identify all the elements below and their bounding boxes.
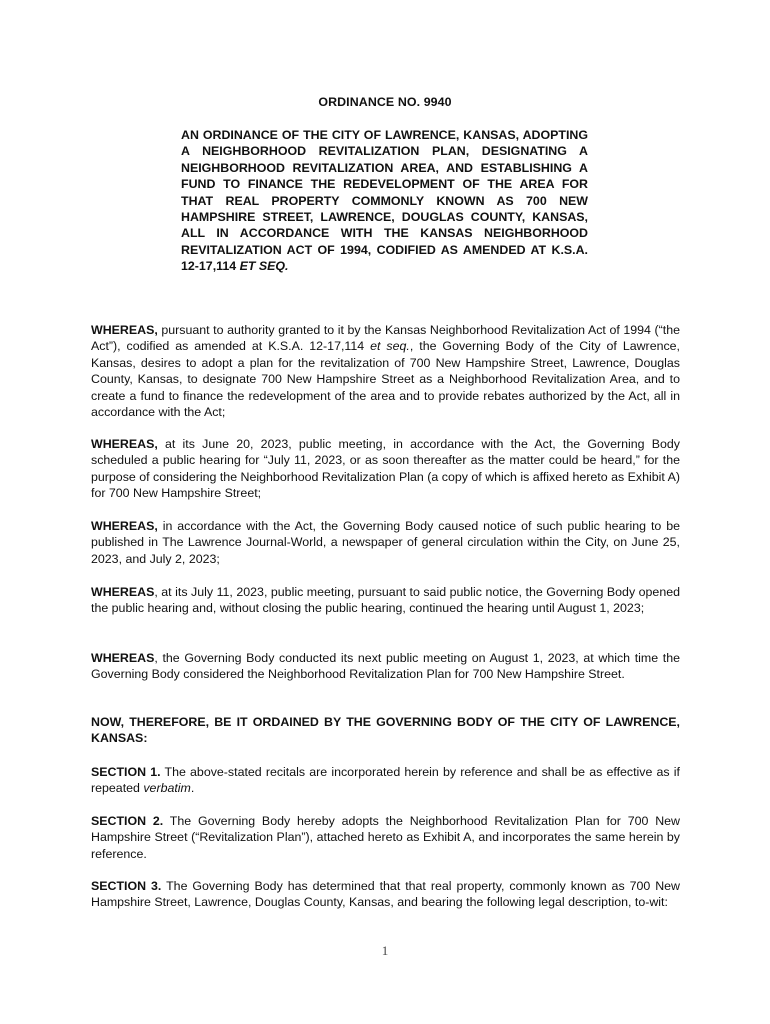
whereas-lead: WHEREAS <box>91 585 155 599</box>
section-3-paragraph <box>91 878 680 911</box>
whereas-lead: WHEREAS <box>91 651 155 665</box>
section-lead: SECTION 3. <box>91 879 162 893</box>
section-text: The above-stated recitals are incorporated herein by reference and shall be as effective as if repeated <box>91 765 680 796</box>
page-number: 1 <box>381 943 389 958</box>
whereas-text: , the Governing Body conducted its next public meeting on August 1, 2023, at which time the Governing Body considered the Neighborhood Revitalization Plan for 700 New Hampshire Street. <box>91 651 680 682</box>
ordinance-heading-text: AN ORDINANCE OF THE CITY OF LAWRENCE, KANSAS, ADOPTING A NEIGHBORHOOD REVITALIZATION PLAN, DESIGNATING A NEIGHBORHOOD REVITALIZATION AREA, AND ESTABLISHING A FUND TO FINANCE THE REDEVELOPMENT OF THE AREA FOR THAT REAL PROPERTY COMMONLY KNOWN AS 700 NEW HAMPSHIRE STREET, LAWRENCE, DOUGLAS COUNTY, KANSAS, ALL IN ACCORDANCE WITH THE KANSAS NEIGHBORHOOD REVITALIZATION ACT OF 1994, CODIFIED AS AMENDED AT K.S.A. 12-17,114 <box>181 128 588 274</box>
whereas-text: in accordance with the Act, the Governing Body caused notice of such public hearing to be published in The Lawrence Journal-World, a newspaper of general circulation within the City, on June 25, 2023, and July 2, 2023; <box>91 519 680 566</box>
whereas-text-cont: , the Governing Body of the City of Lawrence, Kansas, desires to adopt a plan for the revitalization of 700 New Hampshire Street, Lawrence, Douglas County, Kansas, to designate 700 New Hampshire Street as a Neighborhood Revitalization Area, and to create a fund to finance the redevelopment of the area and to provide rebates authorized by the Act, all in accordance with the Act; <box>91 339 680 420</box>
ordaining-clause: NOW, THEREFORE, BE IT ORDAINED BY THE GOVERNING BODY OF THE CITY OF LAWRENCE, KANSAS: <box>91 715 680 746</box>
section-text-cont: . <box>190 781 195 796</box>
section-text: The Governing Body has determined that that real property, commonly known as 700 New Hampshire Street, Lawrence, Douglas County, Kansas, and bearing the following legal description, to-wit: <box>91 879 681 910</box>
section-1-paragraph <box>91 764 680 797</box>
section-2-paragraph <box>91 813 680 862</box>
whereas-paragraph-4 <box>91 584 680 617</box>
whereas-lead: WHEREAS, <box>91 323 158 337</box>
whereas-lead: WHEREAS, <box>91 437 158 451</box>
whereas-paragraph-3 <box>91 518 680 567</box>
section-text: The Governing Body hereby adopts the Neighborhood Revitalization Plan for 700 New Hampshire Street (“Revitalization Plan”), attached hereto as Exhibit A, and incorporates the same herein by reference. <box>91 814 680 861</box>
ordinance-heading <box>181 127 588 275</box>
whereas-text: at its June 20, 2023, public meeting, in accordance with the Act, the Governing Body scheduled a public hearing for “July 11, 2023, or as soon thereafter as the matter could be heard,” for the purpose of considering the Neighborhood Revitalization Plan (a copy of which is affixed hereto as Exhibit A) for 700 New Hampshire Street; <box>91 437 680 501</box>
whereas-text: , at its July 11, 2023, public meeting, pursuant to said public notice, the Governing Body opened the public hearing and, without closing the public hearing, continued the hearing until August 1, 2023; <box>91 585 680 616</box>
whereas-paragraph-2 <box>91 436 680 502</box>
whereas-text: pursuant to authority granted to it by the Kansas Neighborhood Revitalization Act of 1994 (“the Act”), codified as amended at K.S.A. 12-17,114 <box>91 323 680 354</box>
whereas-italic: et seq. <box>370 339 410 354</box>
ordinance-title: ORDINANCE NO. 9940 <box>318 95 452 109</box>
section-lead: SECTION 2. <box>91 814 164 828</box>
section-lead: SECTION 1. <box>91 765 161 779</box>
whereas-paragraph-1 <box>91 322 680 420</box>
section-italic: verbatim <box>143 781 191 796</box>
whereas-lead: WHEREAS, <box>91 519 158 533</box>
ordinance-heading-italic: ET SEQ. <box>239 259 289 274</box>
whereas-paragraph-5 <box>91 650 680 683</box>
